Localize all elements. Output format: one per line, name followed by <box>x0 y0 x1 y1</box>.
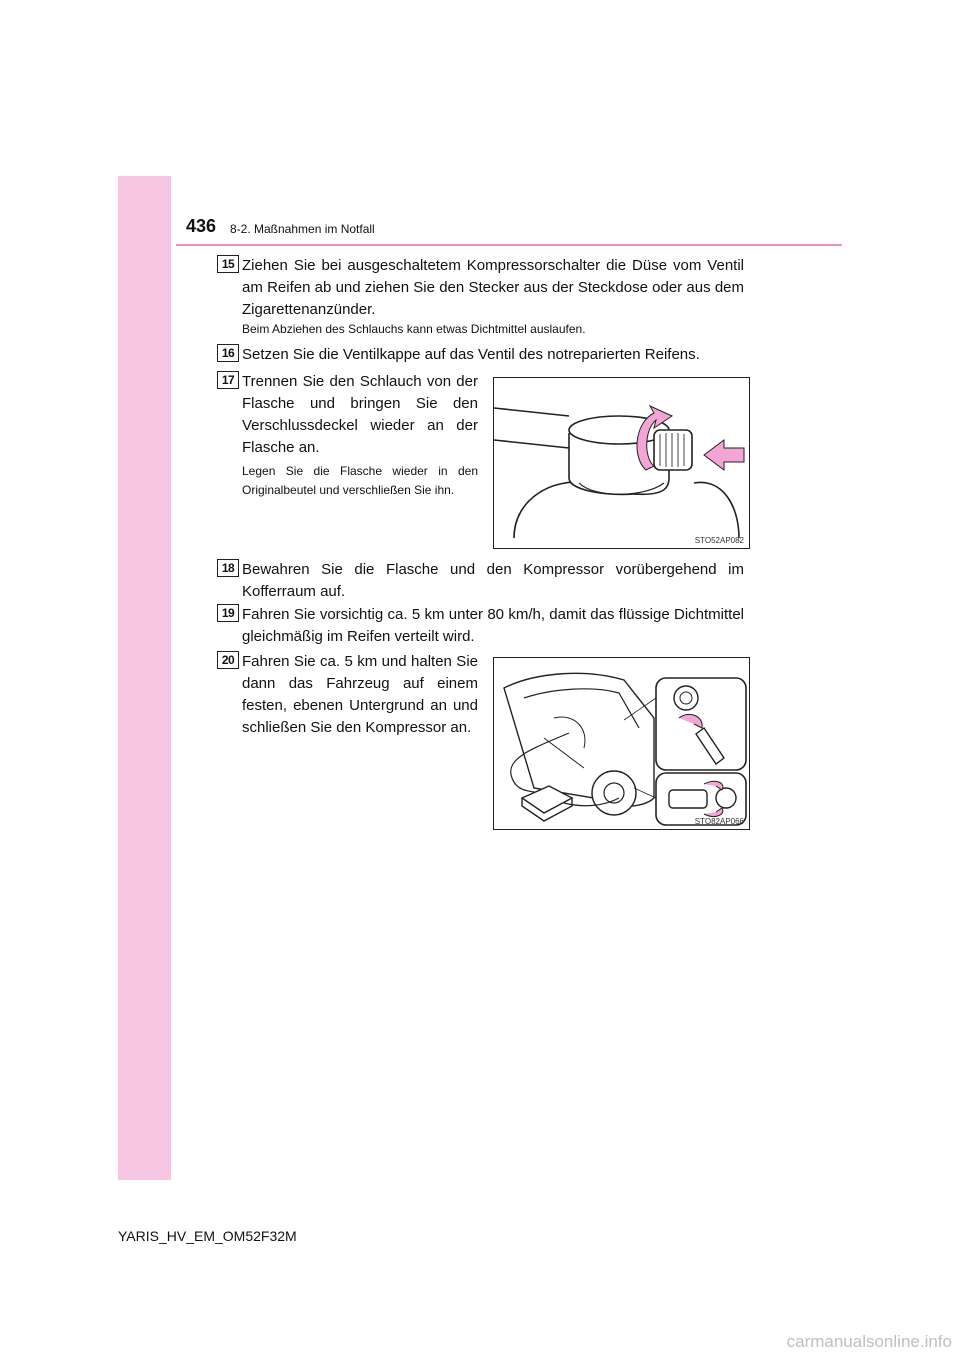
step-number-20: 20 <box>217 651 239 669</box>
step-16-text: Setzen Sie die Ventilkappe auf das Ventil des notreparierten Reifens. <box>242 346 700 363</box>
figure-car-compressor <box>493 657 750 830</box>
step-number-15: 15 <box>217 255 239 273</box>
step-number-18: 18 <box>217 559 239 577</box>
section-title: 8-2. Maßnahmen im Notfall <box>230 222 375 236</box>
step-number-16: 16 <box>217 344 239 362</box>
step-15-note: Beim Abziehen des Schlauchs kann etwas Dichtmittel auslaufen. <box>242 322 586 336</box>
figure-bottle-cap <box>493 377 750 549</box>
step-17-note: Legen Sie die Flasche wieder in den Originalbeutel und verschließen Sie ihn. <box>242 464 478 497</box>
figure-code: STO52AP082 <box>694 536 744 545</box>
header-rule <box>176 244 842 246</box>
step-15-text: Ziehen Sie bei ausgeschaltetem Kompressorschalter die Düse vom Ventil am Reifen ab und ziehen Sie den Stecker aus der Steckdose oder aus dem Zigarettenanzünder. <box>242 257 744 318</box>
footer-document-code: YARIS_HV_EM_OM52F32M <box>118 1228 297 1244</box>
step-17-text: Trennen Sie den Schlauch von der Flasche und bringen Sie den Verschlussdeckel wieder an der Flasche an. <box>242 373 478 456</box>
step-number-19: 19 <box>217 604 239 622</box>
step-20-text: Fahren Sie ca. 5 km und halten Sie dann das Fahrzeug auf einem festen, ebenen Untergrund an und schließen Sie den Kompressor an. <box>242 653 478 736</box>
chapter-side-band <box>118 176 171 1180</box>
step-number-17: 17 <box>217 371 239 389</box>
figure-code: STO82AP066 <box>694 817 744 826</box>
bottle-cap-illustration <box>494 378 751 550</box>
step-19-text: Fahren Sie vorsichtig ca. 5 km unter 80 km/h, damit das flüssige Dichtmittel gleichmäßig im Reifen verteilt wird. <box>242 606 744 645</box>
watermark: carmanualsonline.info <box>786 1332 952 1351</box>
page-number: 436 <box>186 216 217 236</box>
step-18-text: Bewahren Sie die Flasche und den Kompressor vorübergehend im Kofferraum auf. <box>242 561 744 600</box>
car-compressor-illustration <box>494 658 751 831</box>
